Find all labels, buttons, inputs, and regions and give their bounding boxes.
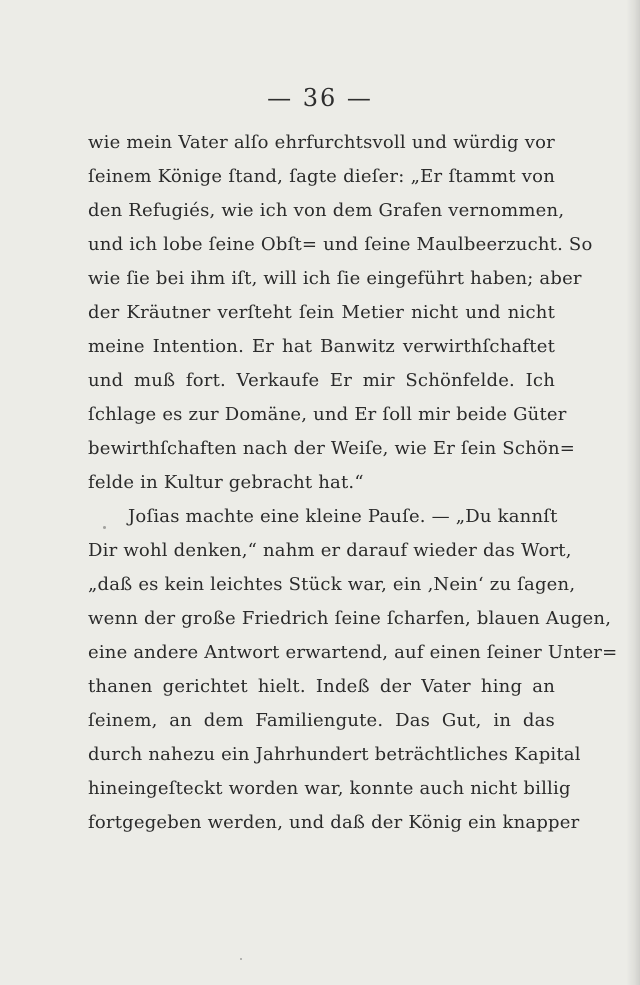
paragraph-start-line: Joſias machte eine kleine Pauſe. — „Du kannſt [128, 506, 558, 527]
page-edge-shadow [626, 0, 640, 985]
text-line: thanen gerichtet hielt. Indeß der Vater hing an [88, 676, 555, 697]
text-line: ſchlage es zur Domäne, und Er ſoll mir beide Güter [88, 404, 567, 425]
paper-speck [103, 526, 106, 529]
paper-speck [240, 958, 242, 960]
text-line: wie mein Vater alſo ehrfurchtsvoll und würdig vor [88, 132, 555, 153]
body-text [88, 126, 618, 840]
text-line: bewirthſchaften nach der Weiſe, wie Er ſein Schön= [88, 438, 576, 459]
text-line: eine andere Antwort erwartend, auf einen ſeiner Unter= [88, 642, 618, 663]
text-line: durch nahezu ein Jahrhundert beträchtliches Kapital [88, 744, 581, 765]
text-line: ſeinem, an dem Familiengute. Das Gut, in das [88, 710, 555, 731]
text-line: felde in Kultur gebracht hat.“ [88, 472, 364, 493]
text-line: wie ſie bei ihm iſt, will ich ſie eingeführt haben; aber [88, 268, 582, 289]
text-line: ſeinem Könige ſtand, ſagte dieſer: „Er ſtammt von [88, 166, 555, 187]
text-line: hineingeſteckt worden war, konnte auch nicht billig [88, 778, 571, 799]
text-line: und muß fort. Verkaufe Er mir Schönfelde. Ich [88, 370, 555, 391]
text-line: meine Intention. Er hat Banwitz verwirthſchaftet [88, 336, 555, 357]
page-number: — 36 — [267, 84, 373, 112]
text-line: „daß es kein leichtes Stück war, ein ‚Nein‘ zu ſagen, [88, 574, 576, 595]
text-line: wenn der große Friedrich ſeine ſcharfen, blauen Augen, [88, 608, 612, 629]
text-line: fortgegeben werden, und daß der König ein knapper [88, 812, 580, 833]
text-line: und ich lobe ſeine Obſt= und ſeine Maulbeerzucht. So [88, 234, 593, 255]
text-line: den Refugiés, wie ich von dem Grafen vernommen, [88, 200, 565, 221]
text-line: der Kräutner verſteht ſein Metier nicht und nicht [88, 302, 555, 323]
text-line: Dir wohl denken,“ nahm er darauf wieder das Wort, [88, 540, 572, 561]
